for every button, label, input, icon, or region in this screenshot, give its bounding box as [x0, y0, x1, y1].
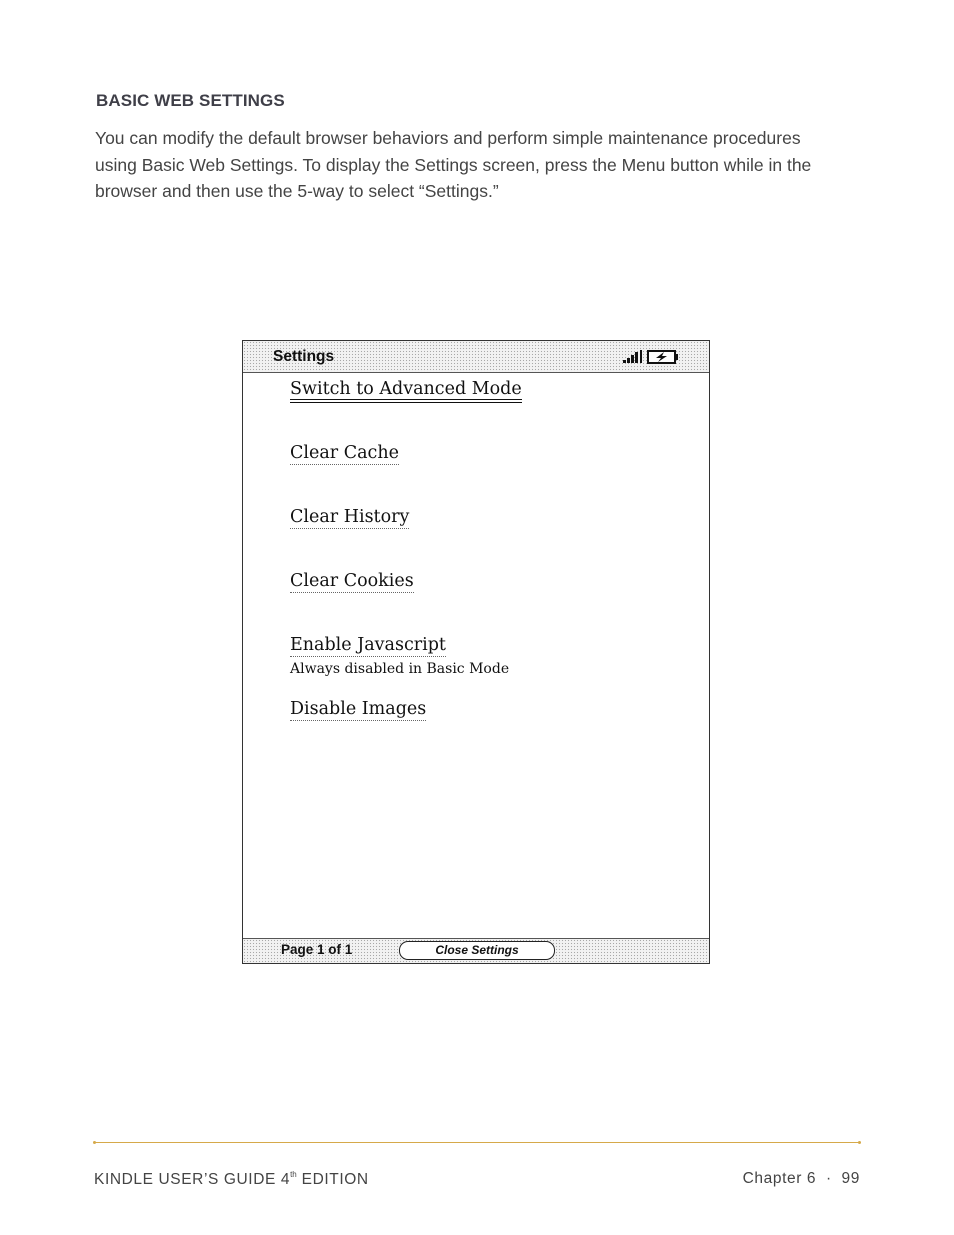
- menu-disable-images[interactable]: Disable Images: [290, 699, 427, 719]
- page-indicator: Page 1 of 1: [281, 942, 353, 957]
- section-title: BASIC WEB SETTINGS: [96, 91, 285, 110]
- close-settings-button[interactable]: Close Settings: [399, 941, 555, 960]
- guide-title: KINDLE USER’S GUIDE 4th EDITION: [94, 1170, 369, 1188]
- chapter-label: Chapter 6: [742, 1170, 817, 1187]
- page-number: 99: [841, 1170, 860, 1187]
- menu-switch-advanced-mode[interactable]: Switch to Advanced Mode: [290, 379, 522, 403]
- menu-enable-javascript[interactable]: Enable Javascript: [290, 635, 446, 655]
- menu-clear-cache[interactable]: Clear Cache: [290, 443, 399, 463]
- signal-strength-icon: [623, 350, 642, 363]
- menu-clear-history[interactable]: Clear History: [290, 507, 410, 527]
- screen-title: Settings: [273, 348, 335, 365]
- kindle-settings-screenshot: [242, 340, 710, 964]
- body-paragraph: You can modify the default browser behaviors and perform simple maintenance procedures using Basic Web Settings. To display the Settings screen, press the Menu button while in the browser and then use the 5-way to select “Settings.”: [95, 128, 812, 201]
- screen-footer-bar: [243, 938, 709, 963]
- battery-charging-icon: [648, 351, 678, 363]
- menu-clear-cookies[interactable]: Clear Cookies: [290, 571, 414, 591]
- chapter-page: [743, 1170, 860, 1188]
- separator: ·: [825, 1170, 832, 1187]
- footer-divider: [94, 1142, 860, 1143]
- status-icons: [623, 350, 681, 364]
- menu-enable-javascript-note: Always disabled in Basic Mode: [290, 661, 510, 677]
- screen-title-bar: [243, 341, 709, 373]
